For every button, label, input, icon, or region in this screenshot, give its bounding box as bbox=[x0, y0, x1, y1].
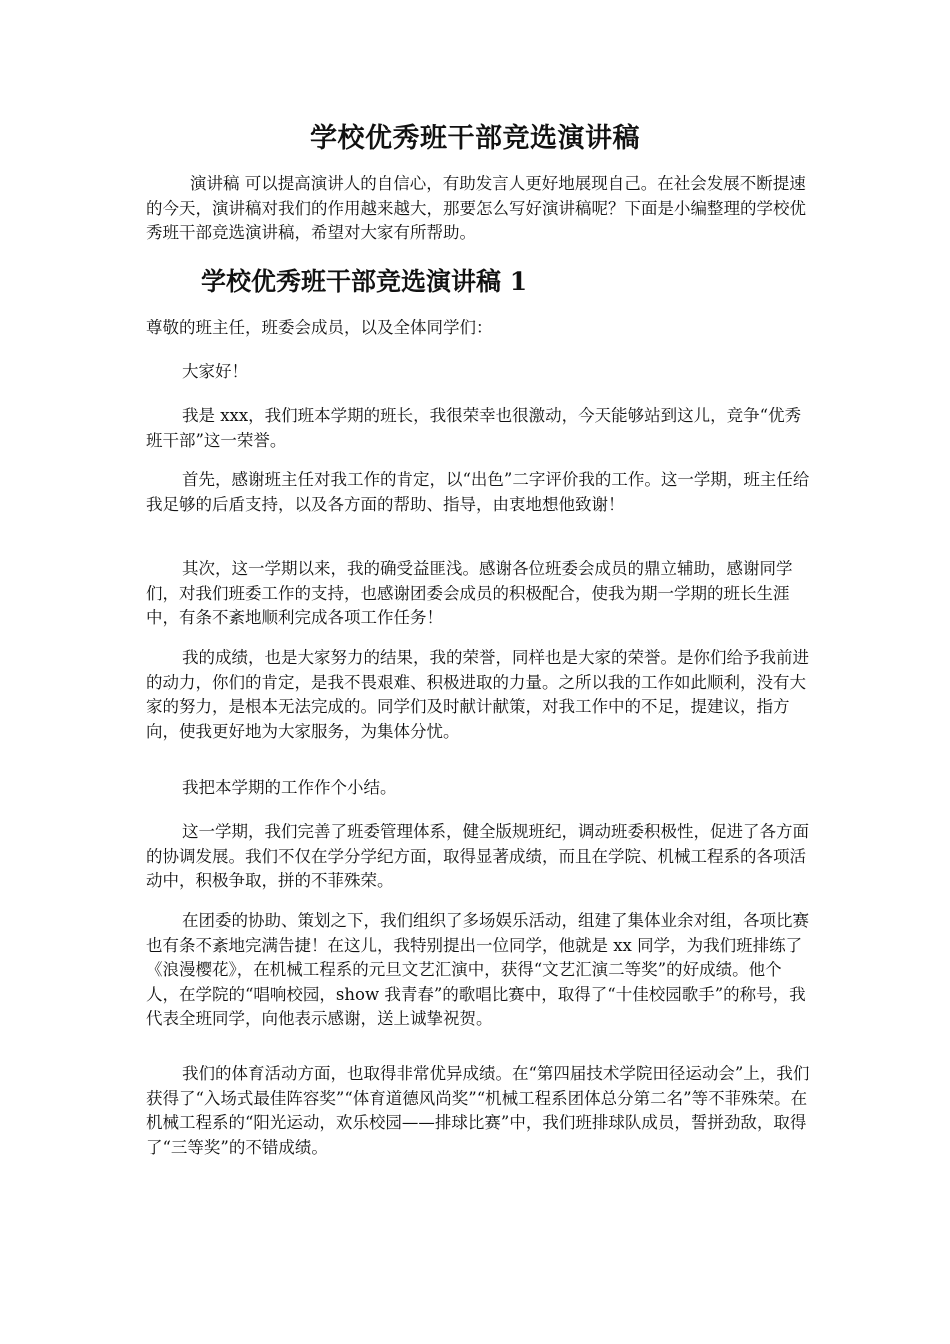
body-paragraph: 首先，感谢班主任对我工作的肯定，以“出色”二字评价我的工作。这一学期，班主任给我足够的后盾支持，以及各方面的帮助、指导，由衷地想他致谢！ bbox=[146, 470, 810, 514]
intro-paragraph: 演讲稿 可以提高演讲人的自信心，有助发言人更好地展现自己。在社会发展不断提速的今天，演讲稿对我们的作用越来越大，那要怎么写好演讲稿呢？下面是小编整理的学校优秀班干部竞选演讲稿，希望对大家有所帮助。 bbox=[146, 174, 806, 242]
body-paragraph: 我是 xxx，我们班本学期的班长，我很荣幸也很激动，今天能够站到这儿，竞争“优秀班干部”这一荣誉。 bbox=[146, 406, 802, 450]
body-paragraph: 我把本学期的工作作个小结。 bbox=[182, 778, 397, 797]
salutation-paragraph: 尊敬的班主任，班委会成员，以及全体同学们： bbox=[146, 318, 493, 337]
body-paragraph: 我的成绩，也是大家努力的结果，我的荣誉，同样也是大家的荣誉。是你们给予我前进的动力，你们的肯定，是我不畏艰难、积极进取的力量。之所以我的工作如此顺利，没有大家的努力，是根本无法完成的。同学们及时献计献策，对我工作中的不足，提建议，指方向，使我更好地为大家服务，为集体分忧。 bbox=[146, 648, 809, 741]
body-paragraph: 这一学期，我们完善了班委管理体系，健全版规班纪，调动班委积极性，促进了各方面的协调发展。我们不仅在学分学纪方面，取得显著成绩，而且在学院、机械工程系的各项活动中，积极争取，拼的不菲殊荣。 bbox=[146, 822, 809, 890]
greeting-paragraph: 大家好！ bbox=[182, 362, 248, 381]
section-title: 学校优秀班干部竞选演讲稿 1 bbox=[201, 267, 528, 296]
document-title: 学校优秀班干部竞选演讲稿 bbox=[310, 123, 640, 154]
body-paragraph: 我们的体育活动方面，也取得非常优异成绩。在“第四届技术学院田径运动会”上，我们获得了“入场式最佳阵容奖”“体育道德风尚奖”“机械工程系团体总分第二名”等不菲殊荣。在机械工程系的“阳光运动，欢乐校园——排球比赛”中，我们班排球队成员，誓拼劲敌，取得了“三等奖”的不错成绩。 bbox=[146, 1064, 810, 1157]
body-paragraph: 在团委的协助、策划之下，我们组织了多场娱乐活动，组建了集体业余对组，各项比赛也有条不紊地完满告捷！在这儿，我特别提出一位同学，他就是 xx 同学，为我们班排练了《浪漫樱花》，在机械工程系的元旦文艺汇演中，获得“文艺汇演二等奖”的好成绩。他个人，在学院的“唱响校园，show 我青春”的歌唱比赛中，取得了“十佳校园歌手”的称号，我代表全班同学，向他表示感谢，送上诚挚祝贺。 bbox=[146, 911, 809, 1028]
body-paragraph: 其次，这一学期以来，我的确受益匪浅。感谢各位班委会成员的鼎立辅助，感谢同学们，对我们班委工作的支持，也感谢团委会成员的积极配合，使我为期一学期的班长生涯中，有条不紊地顺利完成各项工作任务！ bbox=[146, 559, 793, 627]
